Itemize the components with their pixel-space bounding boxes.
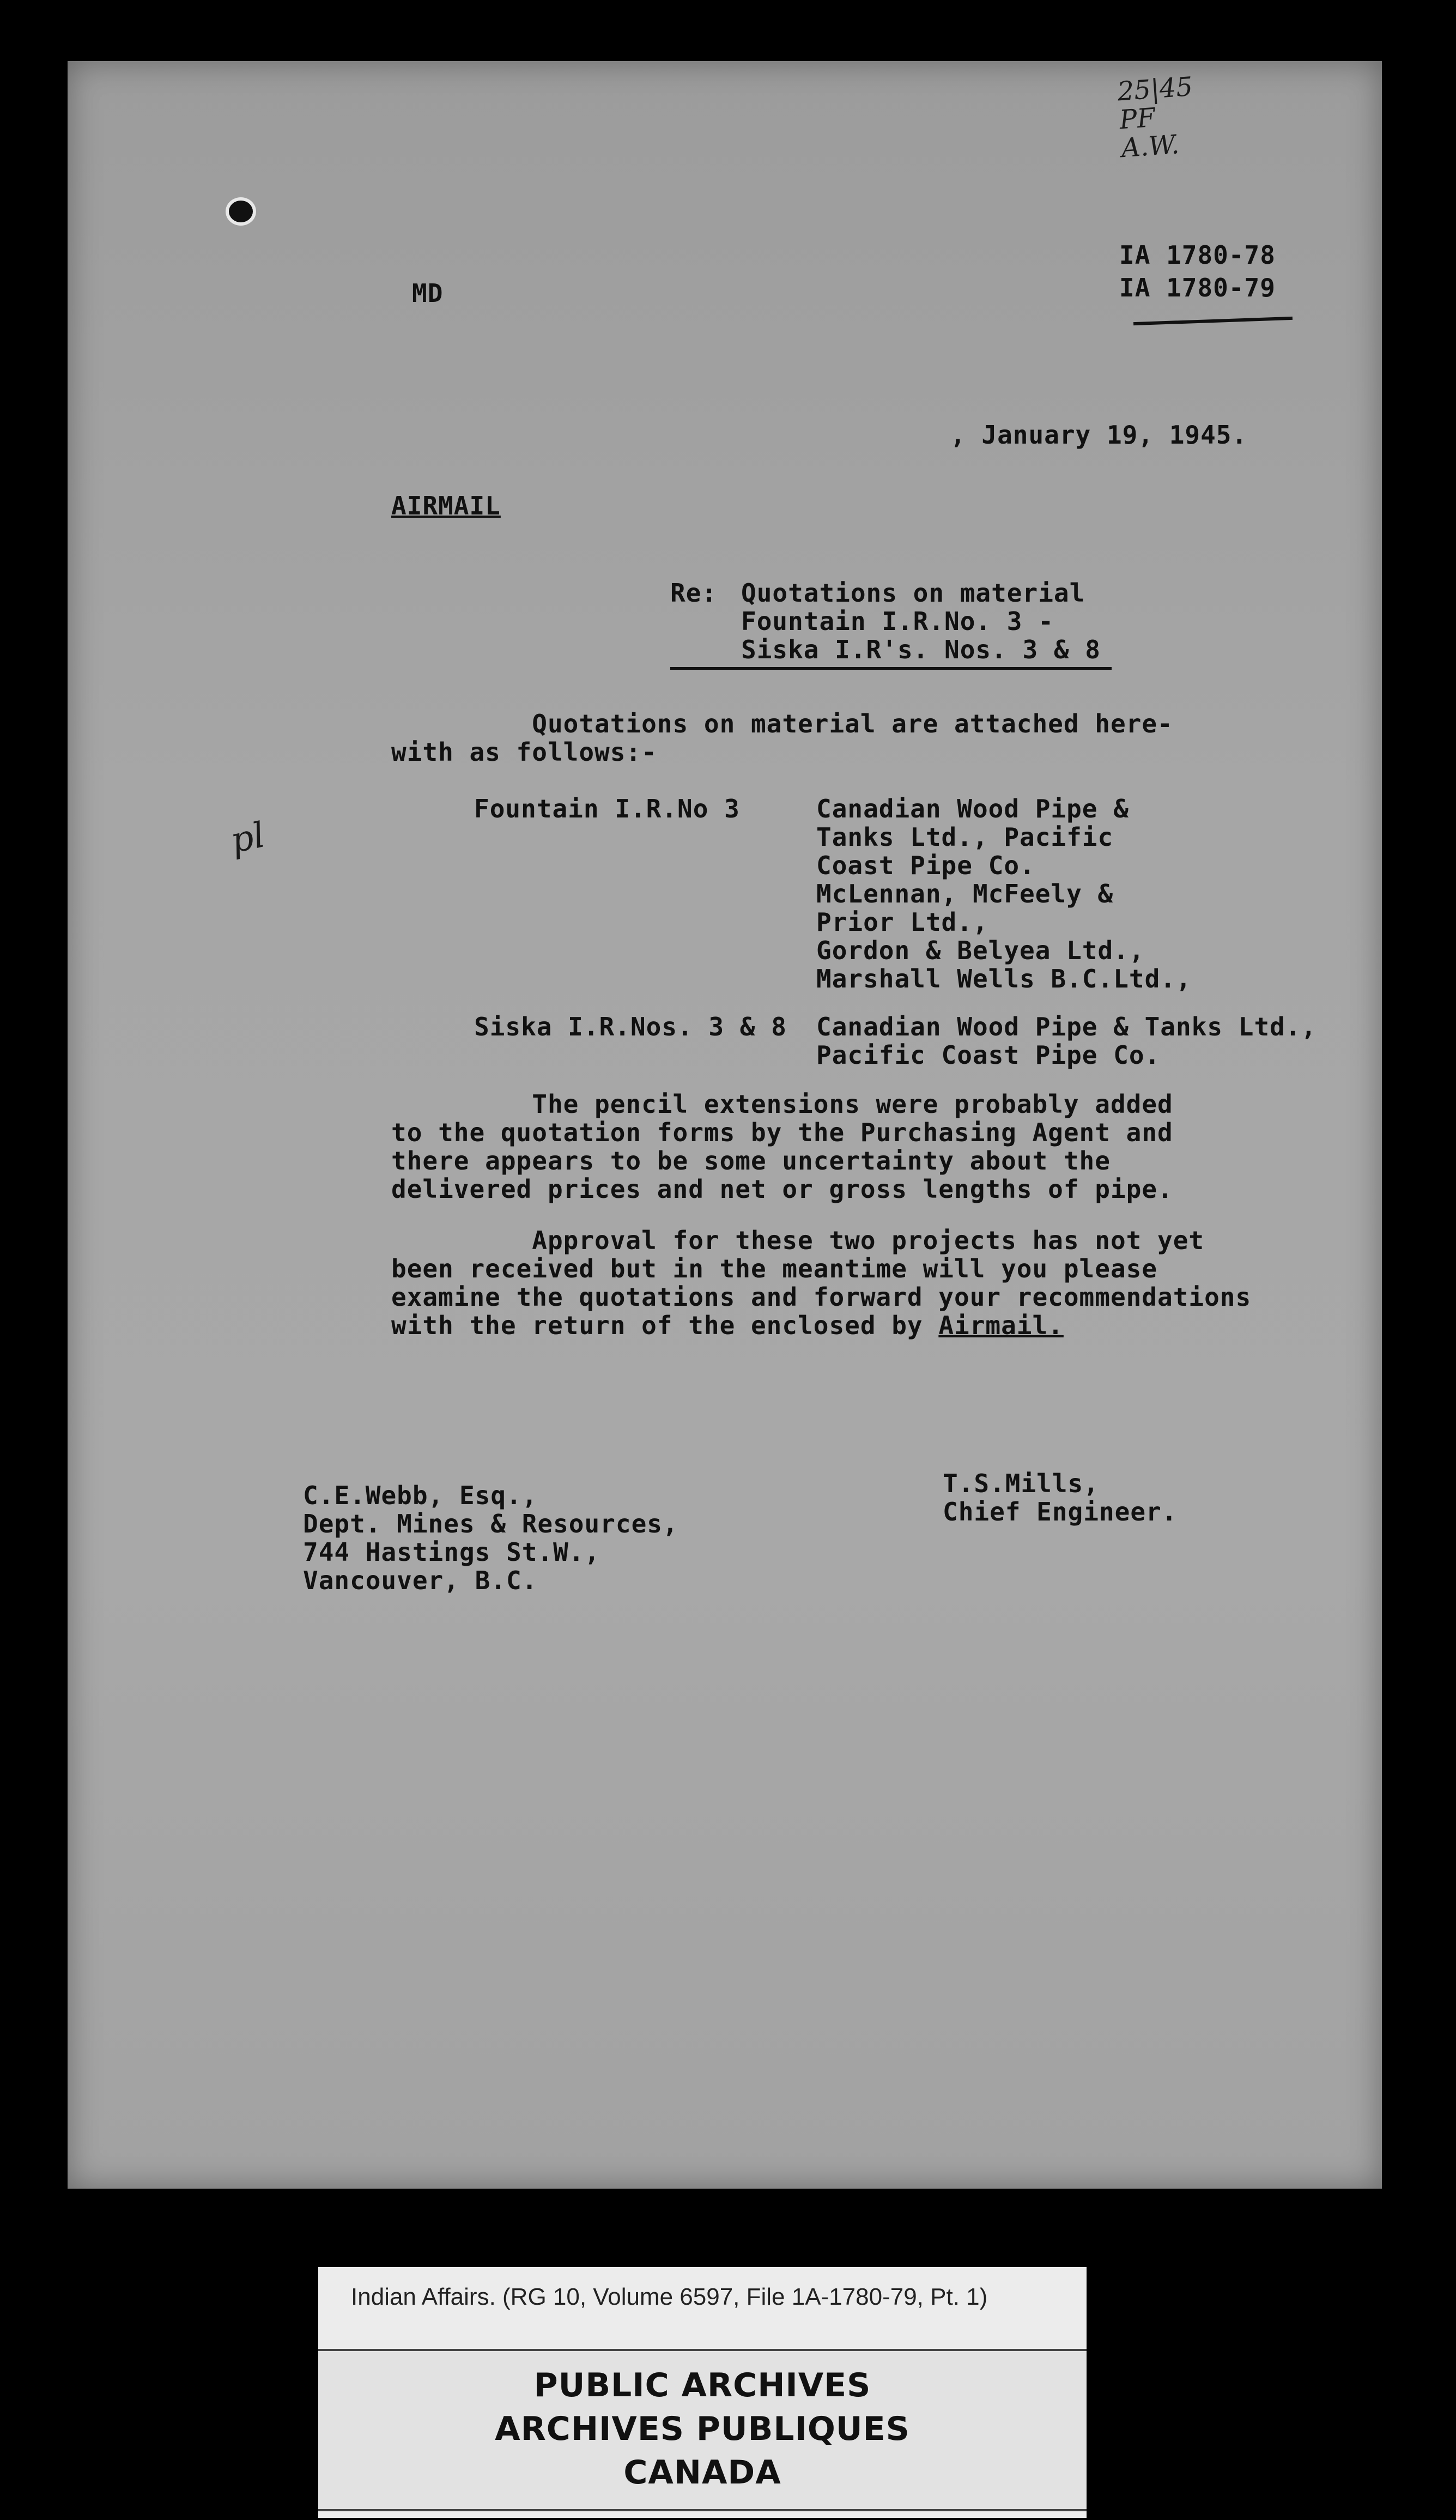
sender-signature-block: T.S.Mills, Chief Engineer. [943, 1469, 1178, 1526]
file-reference-1: IA 1780-78 [1119, 240, 1276, 270]
letter-page [68, 61, 1382, 2189]
re-underline [670, 667, 1112, 670]
paragraph-approval [391, 1226, 1251, 1340]
airmail-inline: Airmail. [938, 1311, 1064, 1340]
source-reference: Indian Affairs. (RG 10, Volume 6597, File 1A-1780-79, Pt. 1) [351, 2283, 988, 2310]
letter-date: , January 19, 1945. [950, 420, 1248, 450]
punch-hole [226, 197, 256, 226]
recipient-address: C.E.Webb, Esq., Dept. Mines & Resources, 744 Hastings St.W., Vancouver, B.C. [303, 1481, 678, 1595]
margin-pencil-mark: pl [227, 815, 269, 862]
paragraph-approval-text: Approval for these two projects has not yet been received but in the meantime will you please examine the quotations and forward your recommendations with the return of the enclosed by [391, 1226, 1252, 1340]
airmail-heading: AIRMAIL [391, 491, 501, 520]
paragraph-intro: Quotations on material are attached here- with as follows:- [391, 709, 1173, 767]
siska-companies: Canadian Wood Pipe & Tanks Ltd., Pacific Coast Pipe Co. [816, 1012, 1317, 1070]
siska-label: Siska I.R.Nos. 3 & 8 [474, 1012, 787, 1041]
re-line-2: Fountain I.R.No. 3 - [741, 607, 1054, 636]
file-reference-2: IA 1780-79 [1119, 273, 1276, 302]
re-label: Re: [670, 578, 718, 608]
typist-initials: MD [412, 278, 444, 308]
stamp-line-1: PUBLIC ARCHIVES [533, 2366, 871, 2404]
archives-stamp [318, 2349, 1087, 2511]
re-line-1: Quotations on material [741, 578, 1085, 608]
fountain-label: Fountain I.R.No 3 [474, 794, 740, 823]
paragraph-pencil-extensions: The pencil extensions were probably added to the quotation forms by the Purchasing Agent and there appears to be some uncertainty about the delivered prices and net or gross lengths of pipe. [391, 1089, 1173, 1204]
stamp-line-2: ARCHIVES PUBLIQUES [495, 2410, 910, 2448]
handwritten-note: 25|45 PF A.W. [1116, 71, 1194, 164]
file-reference-underline [1133, 317, 1293, 325]
archive-caption [318, 2267, 1087, 2518]
re-line-3: Siska I.R's. Nos. 3 & 8 [741, 635, 1101, 664]
fountain-companies: Canadian Wood Pipe & Tanks Ltd., Pacific Coast Pipe Co. McLennan, McFeely & Prior Ltd., Gordon & Belyea Ltd., Marshall Wells B.C.Ltd., [816, 794, 1192, 994]
stamp-line-3: CANADA [623, 2454, 781, 2492]
